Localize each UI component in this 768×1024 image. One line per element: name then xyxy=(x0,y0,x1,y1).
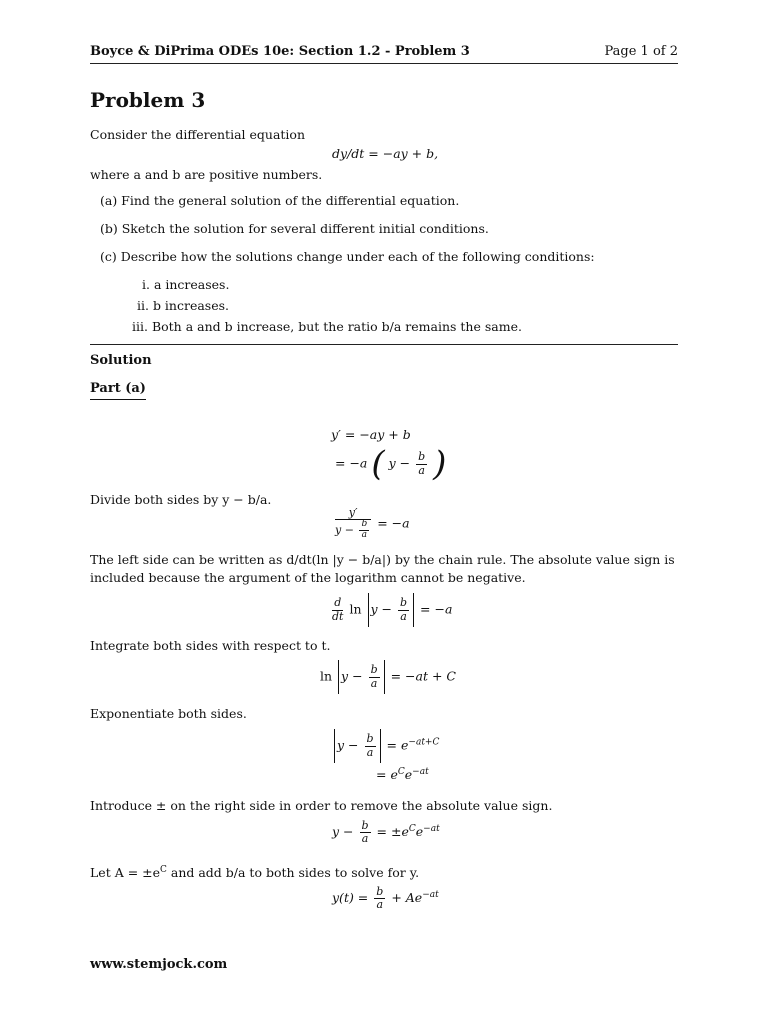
subpart-ii: ii. b increases. xyxy=(137,298,229,313)
part-c-item: (c) Describe how the solutions change under each of the following conditions: xyxy=(100,249,595,264)
right-paren: ) xyxy=(433,444,447,484)
problem-intro: Consider the differential equation xyxy=(90,127,305,142)
text-chain-line-1: The left side can be written as d/dt(ln |y − b/a|) by the chain rule. The absolute value sign is xyxy=(90,552,675,567)
header-rule xyxy=(90,63,678,64)
document-page xyxy=(90,0,678,1024)
problem-where: where a and b are positive numbers. xyxy=(90,167,323,182)
equation-7: y(t) = $\frac{b}{a}$ + $Ae^{-at}$ xyxy=(332,885,439,912)
text-integrate: Integrate both sides with respect to t. xyxy=(90,638,331,653)
equation-2: y′ y − $\frac{b}{a}$ = −a xyxy=(335,506,410,540)
equation-1-line-2: = −a ( y − $\frac{b}{a}$ ) xyxy=(335,444,447,484)
subpart-i: i. a increases. xyxy=(142,277,230,292)
text-let-a: Let $A = \pm e^C$ and add b/a to both sides to solve for y. xyxy=(90,865,420,881)
equation-3: $\frac{d}{dt}$ ln y − $\frac{b}{a}$ = −a xyxy=(330,593,452,627)
text-chain-line-2: included because the argument of the logarithm cannot be negative. xyxy=(90,570,526,585)
part-b-item: (b) Sketch the solution for several different initial conditions. xyxy=(100,221,489,236)
section-rule xyxy=(90,344,678,345)
footer-url: www.stemjock.com xyxy=(90,957,228,972)
running-header: Boyce & DiPrima ODEs 10e: Section 1.2 - Problem 3 xyxy=(90,44,470,59)
fraction-b-over-a: $\frac{b}{a}$ xyxy=(418,450,426,477)
equation-4: ln y − $\frac{b}{a}$ = −at + C xyxy=(320,660,456,694)
problem-equation: dy/dt = −ay + b, xyxy=(332,146,439,161)
part-a-heading xyxy=(90,381,146,396)
left-paren: ( xyxy=(371,444,385,484)
equation-6: y − $\frac{b}{a}$ = $\pm e^Ce^{-at}$ xyxy=(332,819,440,846)
part-a-item: (a) Find the general solution of the differential equation. xyxy=(100,193,460,208)
problem-title: Problem 3 xyxy=(90,88,206,112)
text-plus-minus: Introduce ± on the right side in order to remove the absolute value sign. xyxy=(90,798,553,813)
part-a-label: Part (a) xyxy=(90,381,146,400)
equation-1-line-1: y′ = −ay + b xyxy=(331,427,411,442)
equation-5-line-1: y − $\frac{b}{a}$ = $e^{-at+C}$ xyxy=(332,729,439,763)
page-number: Page 1 of 2 xyxy=(604,44,678,59)
equation-5-line-2: = $e^Ce^{-at}$ xyxy=(376,767,429,783)
solution-heading: Solution xyxy=(90,353,152,368)
text-divide: Divide both sides by y − b/a. xyxy=(90,492,272,507)
subpart-iii: iii. Both a and b increase, but the ratio b/a remains the same. xyxy=(132,319,522,334)
text-exponentiate: Exponentiate both sides. xyxy=(90,706,247,721)
